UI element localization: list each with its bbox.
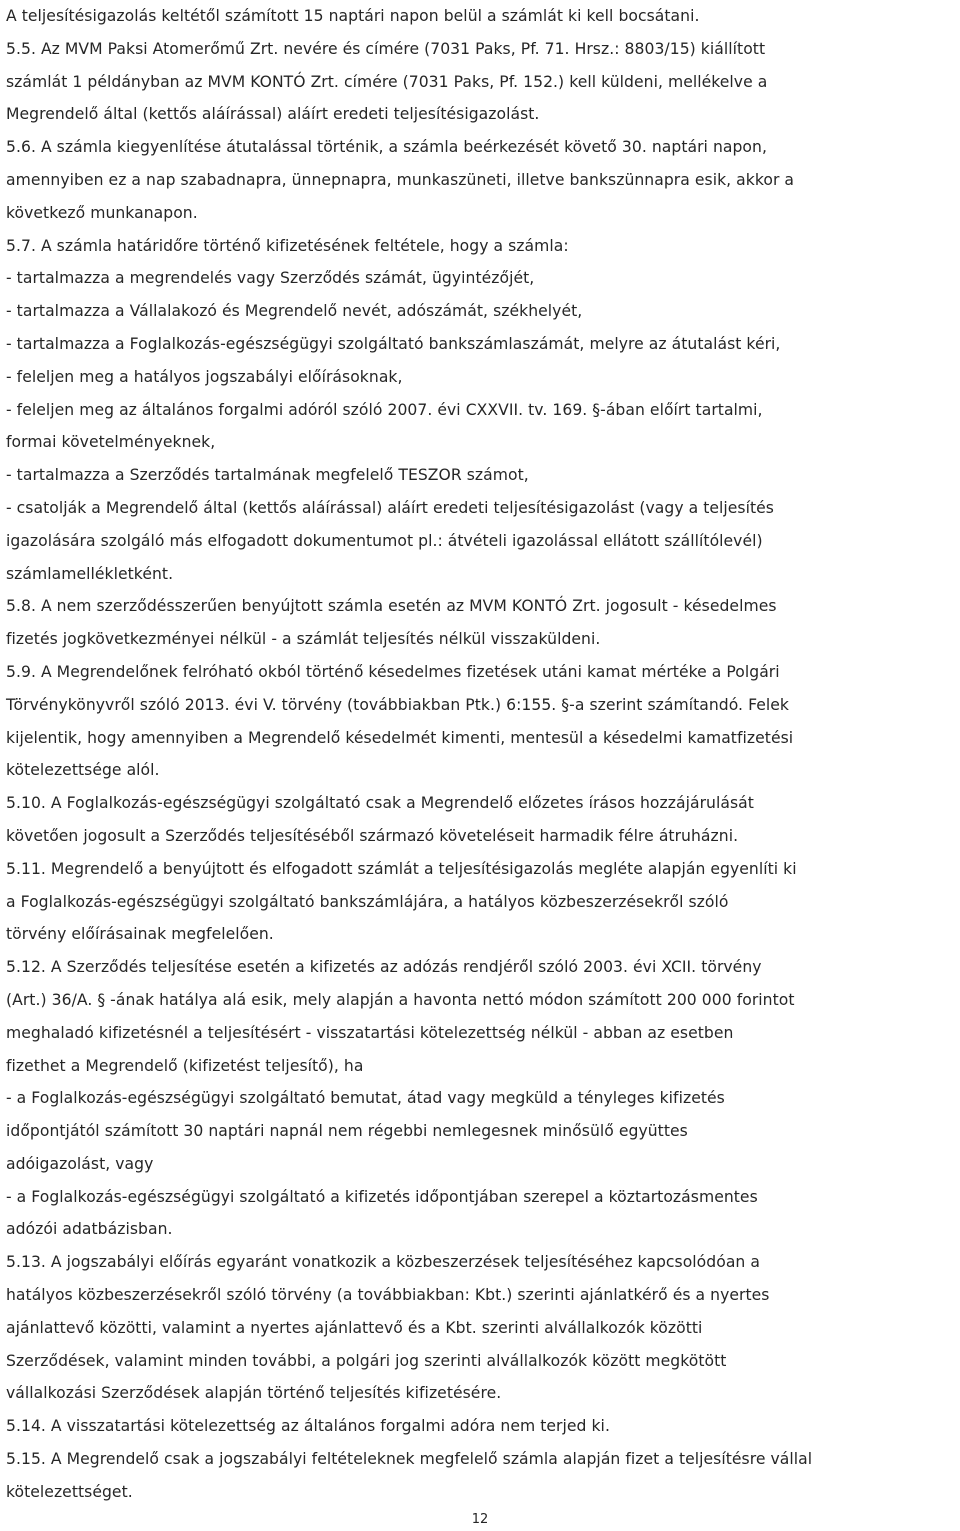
text-line: 5.8. A nem szerződésszerűen benyújtott számla esetén az MVM KONTÓ Zrt. jogosult - késedelmes: [6, 597, 777, 616]
text-line: kötelezettsége alól.: [6, 761, 160, 780]
text-line: hatályos közbeszerzésekről szóló törvény (a továbbiakban: Kbt.) szerinti ajánlatkérő és a nyertes: [6, 1286, 770, 1305]
text-line: - csatolják a Megrendelő által (kettős aláírással) aláírt eredeti teljesítésigazolást (vagy a teljesítés: [6, 498, 774, 517]
text-line: adóigazolást, vagy: [6, 1154, 154, 1173]
text-line: amennyiben ez a nap szabadnapra, ünnepnapra, munkaszüneti, illetve bankszünnapra esik, akkor a: [6, 170, 795, 189]
text-line: - tartalmazza a Vállalakozó és Megrendelő nevét, adószámát, székhelyét,: [6, 302, 583, 321]
text-line: 5.15. A Megrendelő csak a jogszabályi feltételeknek megfelelő számla alapján fizet a teljesítésre vállal: [6, 1450, 813, 1469]
text-line: A teljesítésigazolás keltétől számított 15 naptári napon belül a számlát ki kell bocsátani.: [6, 7, 700, 25]
text-line: adózói adatbázisban.: [6, 1220, 173, 1239]
text-line: formai követelményeknek,: [6, 433, 216, 452]
text-line: - tartalmazza a Foglalkozás-egészségügyi szolgáltató bankszámlaszámát, melyre az átutalást kéri,: [6, 334, 781, 353]
text-line: számlát 1 példányban az MVM KONTÓ Zrt. címére (7031 Paks, Pf. 152.) kell küldeni, mellékelve a: [6, 72, 768, 91]
text-line: időpontjától számított 30 naptári napnál nem régebbi nemlegesnek minősülő együttes: [6, 1122, 688, 1141]
page-number: 12: [471, 1512, 489, 1527]
text-line: vállalkozási Szerződések alapján történő teljesítés kifizetésére.: [6, 1384, 502, 1403]
text-line: 5.13. A jogszabályi előírás egyaránt vonatkozik a közbeszerzések teljesítéséhez kapcsolódóan a: [6, 1253, 760, 1272]
text-line: fizetés jogkövetkezményei nélkül - a számlát teljesítés nélkül visszaküldeni.: [6, 630, 601, 649]
text-line: törvény előírásainak megfelelően.: [6, 925, 274, 944]
text-line: következő munkanapon.: [6, 203, 198, 222]
text-line: - tartalmazza a megrendelés vagy Szerződés számát, ügyintézőjét,: [6, 269, 535, 288]
text-line: (Art.) 36/A. § -ának hatálya alá esik, mely alapján a havonta nettó módon számított 200 000 forintot: [6, 990, 795, 1009]
text-line: 5.6. A számla kiegyenlítése átutalással történik, a számla beérkezését követő 30. naptári napon,: [6, 138, 767, 157]
text-line: Törvénykönyvről szóló 2013. évi V. törvény (továbbiakban Ptk.) 6:155. §-a szerint számítandó. Felek: [6, 695, 789, 714]
text-line: - a Foglalkozás-egészségügyi szolgáltató bemutat, átad vagy megküld a tényleges kifizetés: [6, 1089, 725, 1108]
text-line: Megrendelő által (kettős aláírással) aláírt eredeti teljesítésigazolást.: [6, 105, 540, 124]
text-line: - a Foglalkozás-egészségügyi szolgáltató a kifizetés időpontjában szerepel a köztartozásmentes: [6, 1187, 758, 1206]
text-line: - feleljen meg az általános forgalmi adóról szóló 2007. évi CXXVII. tv. 169. §-ában előírt tartalmi,: [6, 400, 763, 419]
text-line: 5.7. A számla határidőre történő kifizetésének feltétele, hogy a számla:: [6, 236, 569, 255]
text-line: - tartalmazza a Szerződés tartalmának megfelelő TESZOR számot,: [6, 466, 529, 485]
text-line: 5.10. A Foglalkozás-egészségügyi szolgáltató csak a Megrendelő előzetes írásos hozzájárulását: [6, 794, 754, 813]
text-line: ajánlattevő közötti, valamint a nyertes ajánlattevő és a Kbt. szerinti alvállalkozók közötti: [6, 1318, 703, 1337]
text-line: számlamellékletként.: [6, 564, 174, 583]
text-line: követően jogosult a Szerződés teljesítéséből származó követeléseit harmadik félre átruházni.: [6, 826, 739, 845]
text-line: kijelentik, hogy amennyiben a Megrendelő késedelmét kimenti, mentesül a késedelmi kamatfizetési: [6, 728, 794, 747]
text-line: kötelezettséget.: [6, 1482, 133, 1501]
text-line: a Foglalkozás-egészségügyi szolgáltató bankszámlájára, a hatályos közbeszerzésekről szóló: [6, 892, 729, 911]
text-line: Szerződések, valamint minden további, a polgári jog szerinti alvállalkozók között megkötött: [6, 1351, 727, 1370]
text-line: 5.11. Megrendelő a benyújtott és elfogadott számlát a teljesítésigazolás megléte alapján egyenlíti ki: [6, 859, 797, 878]
text-line: 5.5. Az MVM Paksi Atomerőmű Zrt. nevére és címére (7031 Paks, Pf. 71. Hrsz.: 8803/15) kiállított: [6, 39, 766, 58]
text-line: 5.14. A visszatartási kötelezettség az általános forgalmi adóra nem terjed ki.: [6, 1417, 610, 1436]
text-line: fizethet a Megrendelő (kifizetést teljesítő), ha: [6, 1056, 364, 1075]
text-line: 5.9. A Megrendelőnek felróható okból történő késedelmes fizetések utáni kamat mértéke a Polgári: [6, 662, 780, 681]
text-line: - feleljen meg a hatályos jogszabályi előírásoknak,: [6, 367, 403, 386]
text-line: igazolására szolgáló más elfogadott dokumentumot pl.: átvételi igazolással ellátott szállítólevél): [6, 531, 763, 550]
text-line: 5.12. A Szerződés teljesítése esetén a kifizetés az adózás rendjéről szóló 2003. évi XCII. törvény: [6, 958, 762, 977]
document-body: [6, 0, 956, 1509]
text-line: meghaladó kifizetésnél a teljesítésért - visszatartási kötelezettség nélkül - abban az esetben: [6, 1023, 734, 1042]
